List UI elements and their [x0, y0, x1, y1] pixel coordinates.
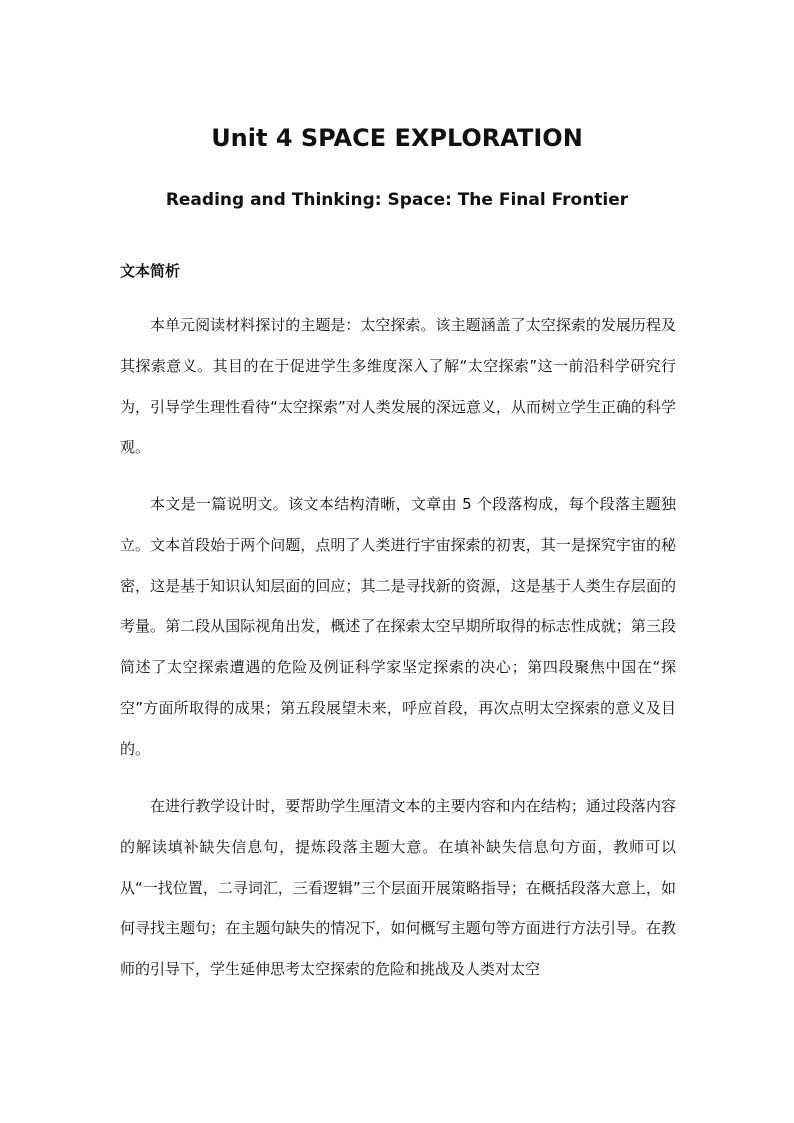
document-title: Unit 4 SPACE EXPLORATION	[211, 124, 583, 152]
paragraph-2: 本文是一篇说明文。该文本结构清晰，文章由 5 个段落构成，每个段落主题独立。文本首段始于两个问题，点明了人类进行宇宙探索的初衷，其一是探究宇宙的秘密，这是基于知识认知层面的回应；其二是寻找新的资源，这是基于人类生存层面的考量。第二段从国际视角出发，概述了在探索太空早期所取得的标志性成就；第三段简述了太空探索遭遇的危险及例证科学家坚定探索的决心；第四段聚焦中国在“探空”方面所取得的成果；第五段展望未来，呼应首段，再次点明太空探索的意义及目的。	[120, 495, 676, 758]
paragraph-3: 在进行教学设计时，要帮助学生厘清文本的主要内容和内在结构；通过段落内容的解读填补缺失信息句，提炼段落主题大意。在填补缺失信息句方面，教师可以从“一找位置，二寻词汇，三看逻辑”三个层面开展策略指导；在概括段落大意上，如何寻找主题句；在主题句缺失的情况下，如何概写主题句等方面进行方法引导。在教师的引导下，学生延伸思考太空探索的危险和挑战及人类对太空	[120, 797, 676, 979]
paragraph-1: 本单元阅读材料探讨的主题是：太空探索。该主题涵盖了太空探索的发展历程及其探索意义。其目的在于促进学生多维度深入了解“太空探索”这一前沿科学研究行为，引导学生理性看待“太空探索”对人类发展的深远意义，从而树立学生正确的科学观。	[120, 316, 676, 457]
document-subtitle: Reading and Thinking: Space: The Final Frontier	[165, 190, 629, 210]
section-heading: 文本简析	[120, 262, 181, 280]
